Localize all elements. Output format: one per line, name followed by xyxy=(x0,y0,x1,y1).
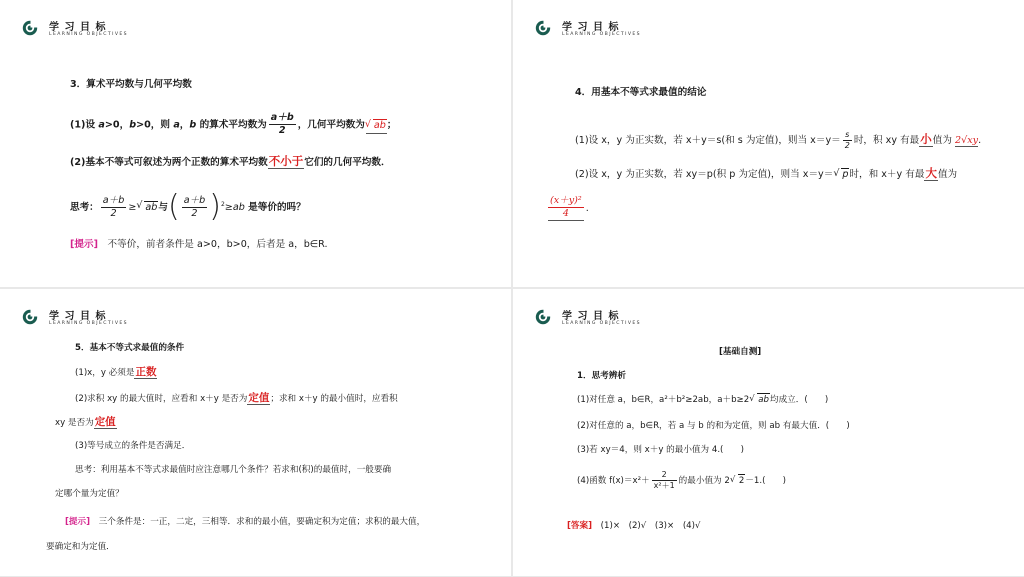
fraction-arithmetic-mean: $\frac{a+b}{2}$ xyxy=(270,112,294,136)
logo-icon xyxy=(22,309,38,325)
answer-positive: 正数 xyxy=(135,366,157,378)
question-4: (4)函数 f(x)＝x²＋ $\frac{2}{\text{x²＋1}}$ 的最小值为 2√ 2－1.( ) xyxy=(577,467,786,495)
answer-fraction-sum-squared: $\frac{\text{(x＋y)²}}{4}$ xyxy=(550,195,582,219)
header-title: 学 习 目 标 xyxy=(49,311,107,322)
answer-fixed-value-2: 定值 xyxy=(94,416,116,428)
hint-line: [提示] 不等价，前者条件是 a>0，b>0，后者是 a，b∈R. xyxy=(70,239,328,250)
answer-max: 大 xyxy=(925,166,937,180)
line-product-fixed: (2)设 x，y 为正实数，若 xy＝p(积 p 为定值)，则当 x＝y＝√ p时，和 x＋y 有最大值为 xyxy=(575,166,957,182)
question-2: (2)对任意的 a，b∈R，若 a 与 b 的和为定值，则 ab 有最大值．( ) xyxy=(577,421,850,431)
line-condition-positive: (1)x，y 必须是正数 xyxy=(75,366,157,378)
line-think-2: 定哪个量为定值？ xyxy=(55,489,124,499)
line-condition-equality: (3)等号成立的条件是否满足． xyxy=(75,441,191,451)
header-subtitle: LEARNING OBJECTIVES xyxy=(562,32,641,37)
line-think-1: 思考：利用基本不等式求最值时应注意哪几个条件？若求和(积)的最值时，一般要确 xyxy=(75,465,392,475)
section-heading: 4．用基本不等式求最值的结论 xyxy=(575,87,707,98)
line-think-question: 思考： $\frac{a+b}{2}$ ≥√ ab与( $\frac{a+b}{2}$ )$^2$≥ab 是等价的吗？ xyxy=(70,188,306,222)
answer-min: 小 xyxy=(920,132,932,146)
question-1: (1)对任意 a，b∈R，a²＋b²≥2ab，a＋b≥2√ ab均成立．( ) xyxy=(577,393,828,407)
header-title: 学 习 目 标 xyxy=(562,311,620,322)
hint-line: [提示] 三个条件是：一正，二定，三相等．求和的最小值，要确定积为定值；求积的最大值， xyxy=(65,517,426,527)
logo-icon xyxy=(535,20,551,36)
answer-sqrt-ab: √ ab xyxy=(366,119,387,134)
slide-extremum-conclusions xyxy=(513,0,1024,287)
answer-line: [答案] (1)× (2)√ (3)× (4)√ xyxy=(567,521,701,531)
slide-arithmetic-geometric-mean xyxy=(0,0,511,287)
header-title: 学 习 目 标 xyxy=(49,22,107,33)
slide-extremum-conditions xyxy=(0,289,511,576)
line-condition-fixed-cont: xy 是否为定值 xyxy=(55,416,116,428)
header-title: 学 习 目 标 xyxy=(562,22,620,33)
hint-line-cont: 要确定和为定值． xyxy=(46,542,115,552)
answer-fixed-value-1: 定值 xyxy=(248,392,270,404)
question-3: (3)若 xy＝4，则 x＋y 的最小值为 4.( ) xyxy=(577,445,744,455)
answer-label: [答案] xyxy=(567,521,593,531)
header-subtitle: LEARNING OBJECTIVES xyxy=(562,321,641,326)
answer-2-sqrt-xy: 2√xy xyxy=(955,135,979,146)
line-means-definition: (1)设 a>0，b>0，则 a，b 的算术平均数为 $\frac{a+b}{2}$ ，几何平均数为√ ab； xyxy=(70,112,396,137)
slide-basic-self-test xyxy=(513,289,1024,576)
line-max-value: $\frac{\text{(x＋y)²}}{4}$ . xyxy=(550,195,589,219)
header-subtitle: LEARNING OBJECTIVES xyxy=(49,321,128,326)
hint-label: [提示] xyxy=(70,239,98,250)
section-heading: 1．思考辨析 xyxy=(577,371,626,381)
line-condition-fixed: (2)求积 xy 的最大值时，应看和 x＋y 是否为定值；求和 x＋y 的最小值时，应看积 xyxy=(75,392,398,404)
self-test-title: [基础自测] xyxy=(719,347,762,357)
section-heading: 5．基本不等式求最值的条件 xyxy=(75,343,185,353)
logo-icon xyxy=(535,309,551,325)
line-inequality-statement: (2)基本不等式可叙述为两个正数的算术平均数不小于它们的几何平均数． xyxy=(70,154,391,168)
section-heading: 3．算术平均数与几何平均数 xyxy=(70,79,192,90)
answer-not-less-than: 不小于 xyxy=(268,154,304,168)
logo-icon xyxy=(22,20,38,36)
hint-label: [提示] xyxy=(65,517,91,527)
line-sum-fixed: (1)设 x，y 为正实数，若 x＋y＝s(和 s 为定值)，则当 x＝y＝ $\frac{s}{2}$ 时，积 xy 有最小值为 2√xy. xyxy=(575,129,982,150)
header-subtitle: LEARNING OBJECTIVES xyxy=(49,32,128,37)
